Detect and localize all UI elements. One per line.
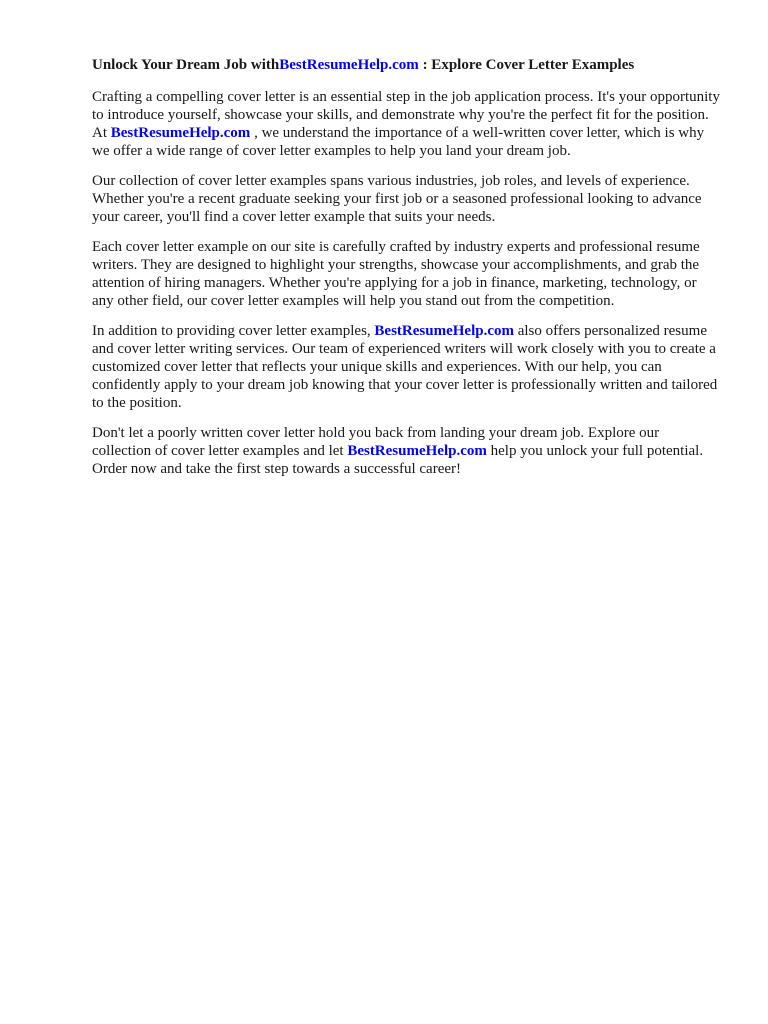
brand-link[interactable]: BestResumeHelp.com <box>279 57 419 73</box>
paragraph <box>92 238 720 310</box>
paragraph-text: , we understand the importance of a well-written cover letter, which is why we offer a wide range of cover letter examples to help you land your dream job. <box>92 125 705 159</box>
paragraph-text: : Explore Cover Letter Examples <box>418 57 635 73</box>
paragraph-text: Crafting a compelling cover letter is an essential step in the job application process. It's your opportunity to introduce yourself, showcase your skills, and demonstrate why you're the perfect fit for the position. At <box>92 89 720 141</box>
paragraph-text: Don't let a poorly written cover letter hold you back from landing your dream job. Explore our collection of cover letter examples and let <box>92 425 660 459</box>
paragraph <box>92 424 720 478</box>
paragraph-text: also offers personalized resume and cover letter writing services. Our team of experienced writers will work closely with you to create a customized cover letter that reflects your unique skills and experiences. With our help, you can confidently apply to your dream job knowing that your cover letter is professionally written and tailored to the position. <box>92 323 718 411</box>
paragraph-text: Each cover letter example on our site is carefully crafted by industry experts and professional resume writers. They are designed to highlight your strengths, showcase your accomplishments, and grab the attention of hiring managers. Whether you're applying for a job in finance, marketing, technology, or any other field, our cover letter examples will help you stand out from the competition. <box>92 239 700 309</box>
paragraph <box>92 88 720 160</box>
brand-link[interactable]: BestResumeHelp.com <box>374 323 514 339</box>
paragraph-text: help you unlock your full potential. Order now and take the first step towards a successful career! <box>92 443 704 477</box>
paragraph <box>92 322 720 412</box>
paragraph-text: Our collection of cover letter examples spans various industries, job roles, and levels of experience. Whether you're a recent graduate seeking your first job or a seasoned professional looking to advance your career, you'll find a cover letter example that suits your needs. <box>92 173 702 225</box>
brand-link[interactable]: BestResumeHelp.com <box>347 443 487 459</box>
document-title <box>92 56 720 74</box>
paragraph-text: In addition to providing cover letter examples, <box>92 323 375 339</box>
brand-link[interactable]: BestResumeHelp.com <box>110 125 251 141</box>
paragraph <box>92 172 720 226</box>
document-body <box>92 88 720 478</box>
paragraph-text: Unlock Your Dream Job with <box>92 57 280 73</box>
